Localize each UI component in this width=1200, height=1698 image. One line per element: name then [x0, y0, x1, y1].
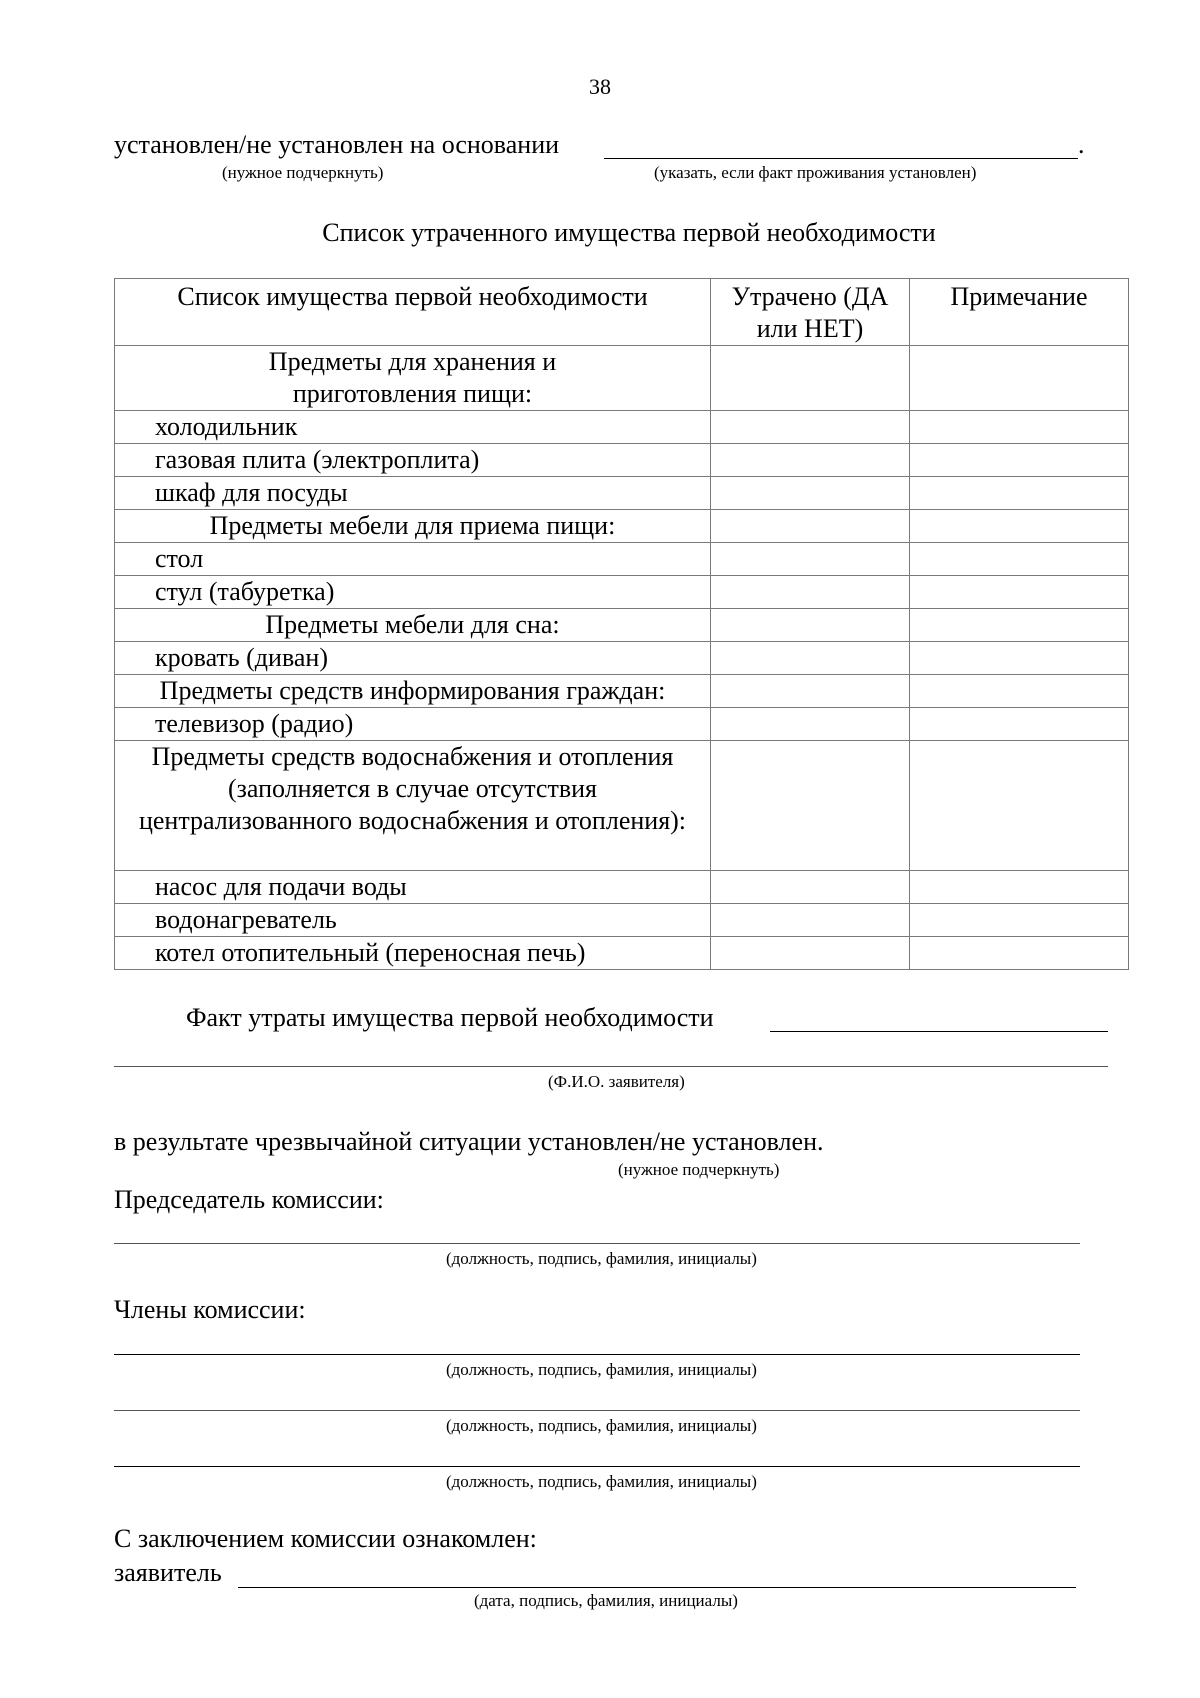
lost-cell[interactable] [711, 510, 910, 543]
category-cell [115, 346, 711, 411]
table-row [115, 477, 1129, 510]
item-label: насос для подачи воды [115, 871, 711, 904]
member-hint-2: (должность, подпись, фамилия, инициалы) [446, 1416, 757, 1435]
table-row [115, 675, 1129, 708]
chairman-hint: (должность, подпись, фамилия, инициалы) [446, 1249, 757, 1268]
category-label: Предметы для хранения и приготовления пищи: [268, 347, 557, 408]
acquainted-label: С заключением комиссии ознакомлен: [114, 1524, 537, 1553]
table-header-row [115, 279, 1129, 346]
table-row [115, 346, 1129, 411]
list-title: Список утраченного имущества первой необходимости [322, 218, 936, 247]
hint-fio: (Ф.И.О. заявителя) [548, 1072, 685, 1091]
lost-cell[interactable] [711, 708, 910, 741]
lost-cell[interactable] [711, 642, 910, 675]
result-text: в результате чрезвычайной ситуации установлен/не установлен. [114, 1127, 824, 1156]
member-signature-line-1[interactable] [114, 1354, 1080, 1355]
member-hint-3: (должность, подпись, фамилия, инициалы) [446, 1472, 757, 1491]
hint-basis: (указать, если факт проживания установлен) [654, 163, 977, 182]
applicant-name-line[interactable] [114, 1066, 1108, 1067]
table-row [115, 642, 1129, 675]
member-hint-1: (должность, подпись, фамилия, инициалы) [446, 1360, 757, 1379]
lost-cell[interactable] [711, 741, 910, 871]
lost-cell[interactable] [711, 346, 910, 411]
lost-cell[interactable] [711, 937, 910, 970]
table-row [115, 708, 1129, 741]
note-cell[interactable] [910, 642, 1129, 675]
property-table [114, 278, 1129, 970]
lost-cell[interactable] [711, 576, 910, 609]
lost-cell[interactable] [711, 675, 910, 708]
table-row [115, 510, 1129, 543]
page-number: 38 [589, 74, 611, 99]
member-signature-line-3[interactable] [114, 1466, 1080, 1467]
table-row [115, 411, 1129, 444]
note-cell[interactable] [910, 477, 1129, 510]
note-cell[interactable] [910, 510, 1129, 543]
item-label: холодильник [115, 411, 711, 444]
hint-underline-2: (нужное подчеркнуть) [618, 1160, 780, 1179]
table-row [115, 444, 1129, 477]
category-label: Предметы средств водоснабжения и отопления (заполняется в случае отсутствия централизованного водоснабжения и отопления): [138, 742, 687, 835]
fact-underline[interactable] [770, 1031, 1108, 1032]
applicant-signature-line[interactable] [238, 1587, 1076, 1588]
table-row [115, 576, 1129, 609]
table-row [115, 609, 1129, 642]
note-cell[interactable] [910, 444, 1129, 477]
chairman-label: Председатель комиссии: [114, 1185, 384, 1214]
category-cell [115, 741, 711, 871]
applicant-hint: (дата, подпись, фамилия, инициалы) [474, 1591, 738, 1610]
note-cell[interactable] [910, 937, 1129, 970]
table-row [115, 543, 1129, 576]
lost-cell[interactable] [711, 411, 910, 444]
note-cell[interactable] [910, 871, 1129, 904]
item-label: котел отопительный (переносная печь) [115, 937, 711, 970]
note-cell[interactable] [910, 741, 1129, 871]
table-row [115, 937, 1129, 970]
category-label: Предметы мебели для приема пищи: [115, 510, 711, 543]
table-row [115, 904, 1129, 937]
table-row [115, 871, 1129, 904]
header-property-list: Список имущества первой необходимости [115, 279, 711, 346]
lost-cell[interactable] [711, 904, 910, 937]
header-note: Примечание [910, 279, 1129, 346]
lost-cell[interactable] [711, 477, 910, 510]
hint-underline: (нужное подчеркнуть) [222, 163, 384, 182]
applicant-label: заявитель [114, 1558, 222, 1587]
note-cell[interactable] [910, 675, 1129, 708]
residence-basis-text: установлен/не установлен на основании [114, 130, 560, 159]
item-label: газовая плита (электроплита) [115, 444, 711, 477]
lost-cell[interactable] [711, 609, 910, 642]
item-label: телевизор (радио) [115, 708, 711, 741]
members-label: Члены комиссии: [114, 1295, 306, 1324]
basis-period: . [1078, 130, 1085, 159]
note-cell[interactable] [910, 576, 1129, 609]
fact-loss-text: Факт утраты имущества первой необходимости [186, 1003, 714, 1032]
note-cell[interactable] [910, 609, 1129, 642]
item-label: водонагреватель [115, 904, 711, 937]
note-cell[interactable] [910, 708, 1129, 741]
member-signature-line-2[interactable] [114, 1410, 1080, 1411]
category-label: Предметы средств информирования граждан: [115, 675, 711, 708]
lost-cell[interactable] [711, 871, 910, 904]
note-cell[interactable] [910, 904, 1129, 937]
basis-underline[interactable] [604, 158, 1078, 159]
item-label: шкаф для посуды [115, 477, 711, 510]
item-label: стул (табуретка) [115, 576, 711, 609]
category-label: Предметы мебели для сна: [115, 609, 711, 642]
header-lost [711, 279, 910, 346]
note-cell[interactable] [910, 411, 1129, 444]
lost-cell[interactable] [711, 444, 910, 477]
header-lost-label: Утрачено (ДА или НЕТ) [731, 282, 889, 343]
chairman-signature-line[interactable] [114, 1243, 1080, 1244]
note-cell[interactable] [910, 346, 1129, 411]
item-label: стол [115, 543, 711, 576]
item-label: кровать (диван) [115, 642, 711, 675]
note-cell[interactable] [910, 543, 1129, 576]
lost-cell[interactable] [711, 543, 910, 576]
table-row [115, 741, 1129, 871]
